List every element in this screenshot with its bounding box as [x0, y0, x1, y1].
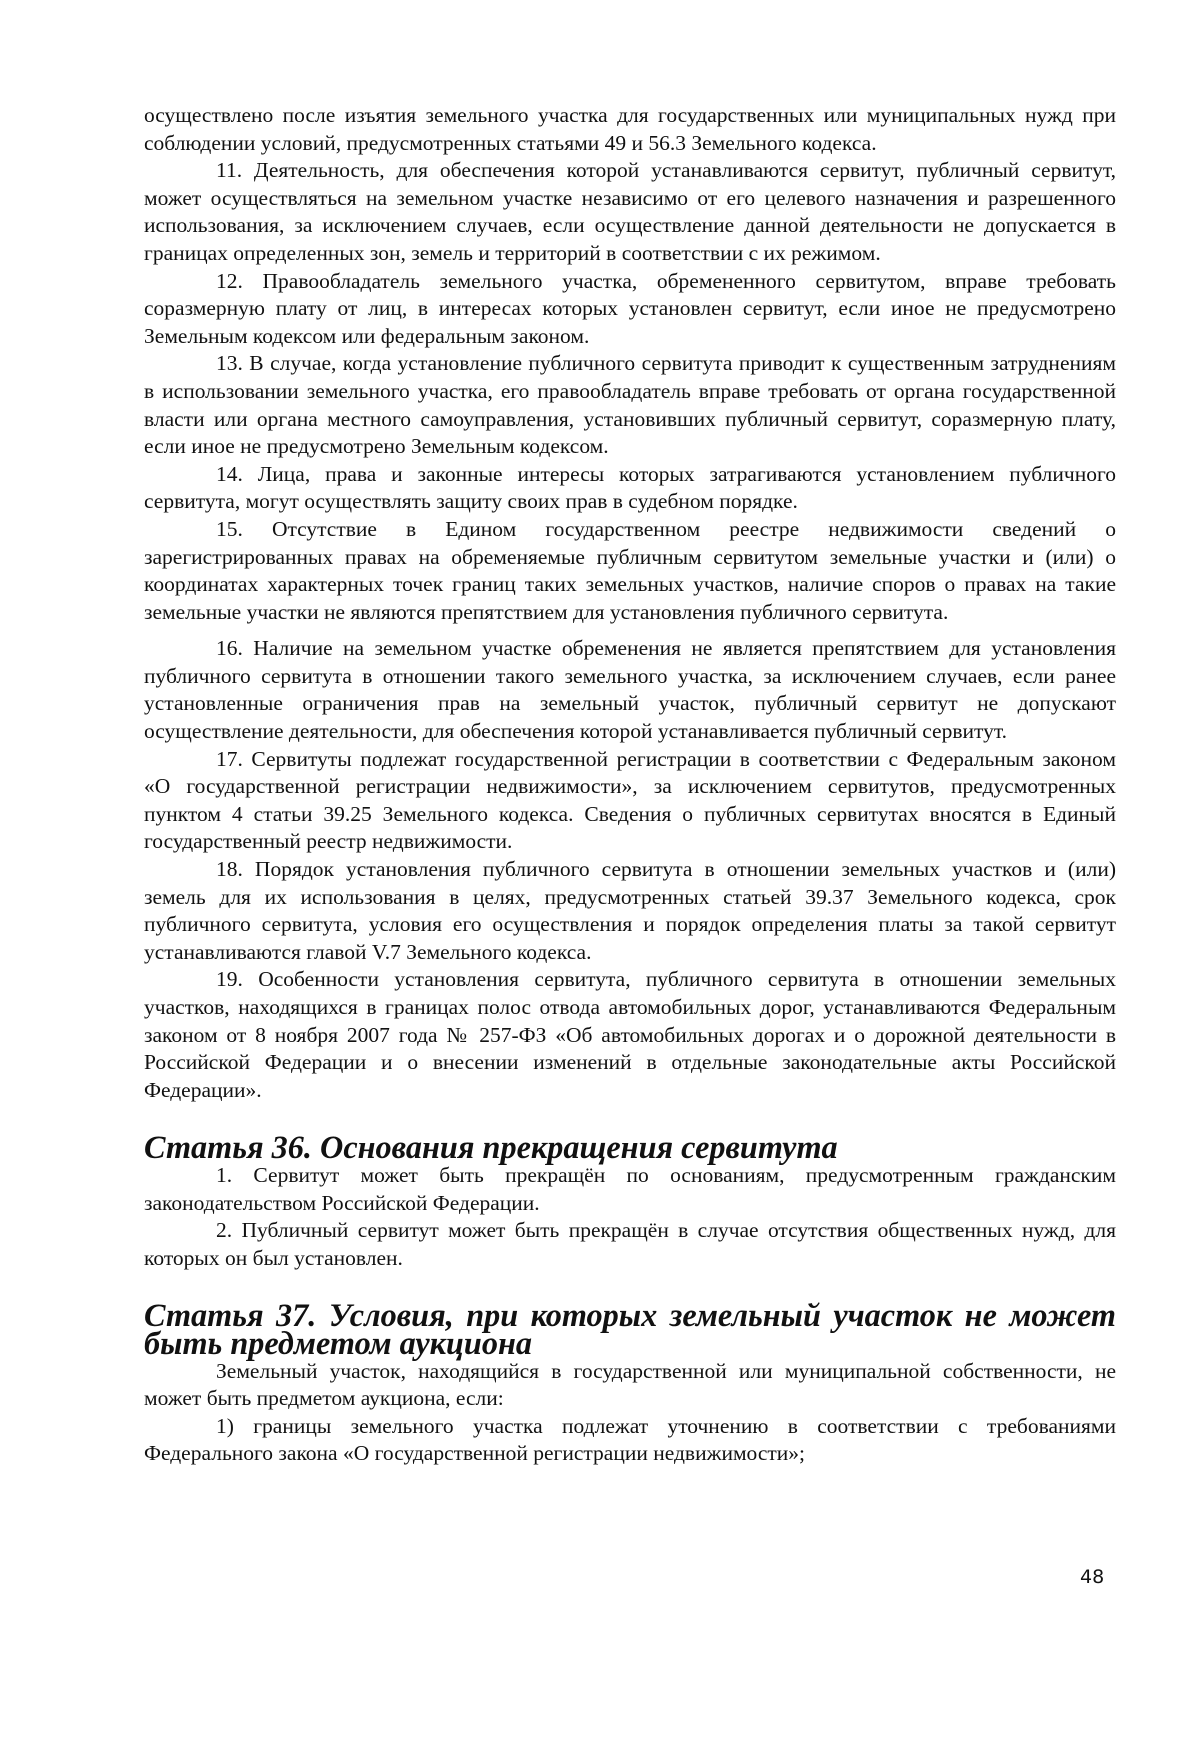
paragraph-12: 12. Правообладатель земельного участка, обремененного сервитутом, вправе требовать соразмерную плату от лиц, в интересах которых установлен сервитут, если иное не предусмотрено Земельным кодексом или федеральным законом. [144, 268, 1116, 348]
paragraph-15: 15. Отсутствие в Едином государственном реестре недвижимости сведений о зарегистрированных правах на обременяемые публичным сервитутом земельные участки и (или) о координатах характерных точек границ таких земельных участков, наличие споров о правах на такие земельные участки не являются препятствием для установления публичного сервитута. [144, 516, 1116, 624]
page-number: 48 [1080, 1566, 1105, 1588]
document-page [144, 102, 1116, 1468]
article-36-paragraph-1: 1. Сервитут может быть прекращён по основаниям, предусмотренным гражданским законодательством Российской Федерации. [144, 1162, 1116, 1215]
paragraph-continuation: осуществлено после изъятия земельного участка для государственных или муниципальных нужд при соблюдении условий, предусмотренных статьями 49 и 56.3 Земельного кодекса. [144, 103, 1116, 155]
article-37-heading: Статья 37. Условия, при которых земельный участок не может быть предметом аукциона [144, 1297, 1116, 1361]
article-36-paragraph-2: 2. Публичный сервитут может быть прекращён в случае отсутствия общественных нужд, для которых он был установлен. [144, 1218, 1116, 1270]
paragraph-11: 11. Деятельность, для обеспечения которой устанавливаются сервитут, публичный сервитут, может осуществляться на земельном участке независимо от его целевого назначения и разрешенного использования, за исключением случаев, если осуществление данной деятельности не допускается в границах определенных зон, земель и территорий в соответствии с их режимом. [144, 158, 1116, 265]
paragraph-18: 18. Порядок установления публичного сервитута в отношении земельных участков и (или) земель для их использования в целях, предусмотренных статьей 39.37 Земельного кодекса, срок публичного сервитута, условия его осуществления и порядок определения платы за такой сервитут устанавливаются главой V.7 Земельного кодекса. [144, 857, 1116, 964]
paragraph-13: 13. В случае, когда установление публичного сервитута приводит к существенным затруднениям в использовании земельного участка, его правообладатель вправе требовать от органа государственной власти или органа местного самоуправления, установивших публичный сервитут, соразмерную плату, если иное не предусмотрено Земельным кодексом. [144, 351, 1116, 459]
paragraph-19: 19. Особенности установления сервитута, публичного сервитута в отношении земельных участков, находящихся в границах полос отвода автомобильных дорог, устанавливаются Федеральным законом от 8 ноября 2007 года № 257-ФЗ «Об автомобильных дорогах и о дорожной деятельности в Российской Федерации и о внесении изменений в отдельные законодательные акты Российской Федерации». [144, 967, 1116, 1102]
article-36-heading: Статья 36. Основания прекращения сервитута [144, 1129, 838, 1166]
article-37-item-1: 1) границы земельного участка подлежат уточнению в соответствии с требованиями Федерального закона «О государственной регистрации недвижимости»; [144, 1413, 1116, 1466]
article-37-intro: Земельный участок, находящийся в государственной или муниципальной собственности, не может быть предметом аукциона, если: [144, 1358, 1116, 1411]
paragraph-17: 17. Сервитуты подлежат государственной регистрации в соответствии с Федеральным законом «О государственной регистрации недвижимости», за исключением сервитутов, предусмотренных пунктом 4 статьи 39.25 Земельного кодекса. Сведения о публичных сервитутах вносятся в Единый государственный реестр недвижимости. [144, 746, 1116, 854]
paragraph-14: 14. Лица, права и законные интересы которых затрагиваются установлением публичного сервитута, могут осуществлять защиту своих прав в судебном порядке. [144, 461, 1116, 514]
paragraph-16: 16. Наличие на земельном участке обременения не является препятствием для установления публичного сервитута в отношении такого земельного участка, за исключением случаев, если ранее установленные ограничения прав на земельный участок, публичный сервитут не допускают осуществление деятельности, для обеспечения которой устанавливается публичный сервитут. [144, 636, 1116, 744]
